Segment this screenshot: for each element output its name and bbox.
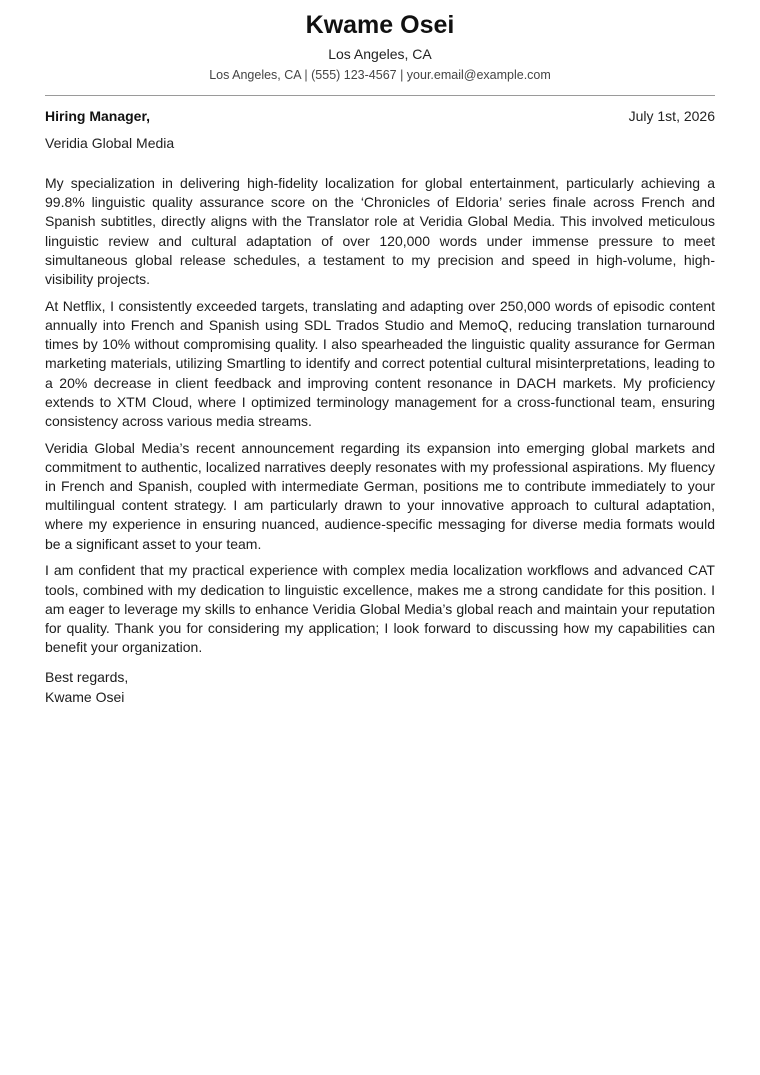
recipient-company: Veridia Global Media — [45, 135, 175, 151]
body-paragraph: At Netflix, I consistently exceeded targets, translating and adapting over 250,000 words of episodic content annually into French and Spanish using SDL Trados Studio and MemoQ, reducing translation turnaround times by 10% without compromising quality. I also spearheaded the linguistic quality assurance for German marketing materials, utilizing Smartling to identify and correct potential cultural misinterpretations, leading to a 20% decrease in client feedback and improving content resonance in DACH markets. My proficiency extends to XTM Cloud, where I optimized terminology management for a cross-functional team, ensuring consistency across various media streams. — [45, 297, 715, 429]
body-paragraph: I am confident that my practical experience with complex media localization workflows and advanced CAT tools, combined with my dedication to linguistic excellence, makes me a strong candidate for this position. I am eager to leverage my skills to enhance Veridia Global Media’s global reach and maintain your reputation for quality. Thank you for considering my application; I look forward to discussing how my capabilities can benefit your organization. — [45, 562, 715, 656]
recipient-row — [45, 107, 715, 125]
body-paragraph: Veridia Global Media’s recent announcement regarding its expansion into emerging global markets and commitment to authentic, localized narratives deeply resonates with my professional aspirations. My fluency in French and Spanish, coupled with intermediate German, positions me to contribute immediately to your multilingual content strategy. I am particularly drawn to your innovative approach to cultural adaptation, where my experience in ensuring nuanced, audience-specific messaging for diverse media formats would be a significant asset to your team. — [45, 439, 715, 552]
signature-name: Kwame Osei — [45, 688, 125, 705]
recipient-salutation: Hiring Manager, — [45, 108, 151, 124]
sign-off: Best regards, — [45, 669, 129, 686]
applicant-name: Kwame Osei — [305, 11, 455, 39]
contact-line: Los Angeles, CA | (555) 123-4567 | your.email@example.com — [209, 68, 551, 82]
applicant-location: Los Angeles, CA — [328, 46, 432, 62]
body-paragraph: My specialization in delivering high-fidelity localization for global entertainment, particularly achieving a 99.8% linguistic quality assurance score on the ‘Chronicles of Eldoria’ series finale across French and Spanish subtitles, directly aligns with the Translator role at Veridia Global Media. This involved meticulous linguistic review and cultural adaptation of over 120,000 words under immense pressure to meet simultaneous global release schedules, a testament to my precision and speed in high-volume, high-visibility projects. — [45, 175, 715, 288]
header-divider — [45, 95, 715, 96]
letter-body — [45, 174, 715, 657]
letter-date: July 1st, 2026 — [628, 108, 715, 124]
letter-closing — [45, 668, 715, 706]
letter-header — [45, 0, 715, 83]
